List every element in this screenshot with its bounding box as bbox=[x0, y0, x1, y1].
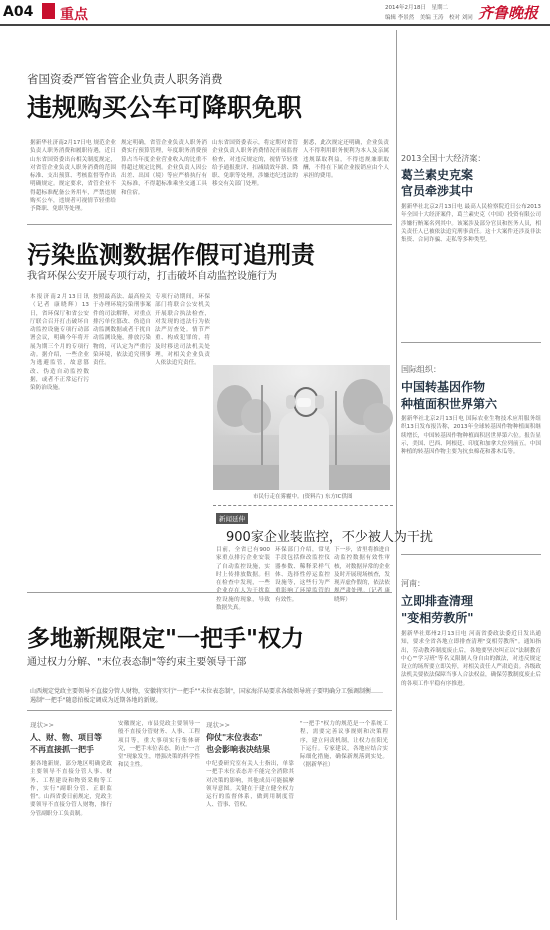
sidebar-rule bbox=[401, 554, 541, 555]
extension-column-2: 环保部门介绍，常见手段包括修改监控仪器参数、稀释采样气体、选择性停运监控设施等，这些行为严 有效性。 bbox=[275, 547, 330, 603]
extension-column-1: 目前，全省已有900家重点排污企业安装了自动监控设施，实时上传排放数据。但在检查中发现，一些 控设施的现象，导致数据失真。 bbox=[216, 547, 270, 612]
tree bbox=[241, 399, 271, 433]
newspaper-logo: 齐鲁晚报 bbox=[478, 4, 539, 22]
lead-column-1: 据新华社济南2月17日电 规范企业负责人职务消费和履职待遇，近日山东省国资委出台相关制度规定，对省管企业负责人职务消费的范围标准、支出预算、考核监督等作出明确规定。规定要求，省管企业不得超标准配备公务用车，严禁违规购买公车，违规者可视情节轻重给予降职、免职等处理。 bbox=[30, 140, 116, 213]
second-column-2: 按照最高法、最高检关于办理环境污染刑事案件的司法解释，对重点排污单位篡改、伪造自动监测数据或者干扰自动监测设施，排放污染物的，可认定为严重污染环境，依法追究刑事责任。 bbox=[93, 294, 151, 367]
extension-column-3: 下一步，省里将推进自动监控数据有效性审核，对数据异常的企业及时开展现场核查，发现弄虚作假的，依法依 晓辉） bbox=[334, 547, 390, 603]
lead-headline: 违规购买公车可降职免职 bbox=[27, 93, 303, 122]
sidebar3-kicker: 河南： bbox=[401, 579, 425, 588]
person-body bbox=[279, 411, 329, 490]
street-pole bbox=[261, 385, 263, 470]
section1-title-line2: 不再直接抓一把手 bbox=[30, 745, 94, 754]
sidebar2-headline-line2: 种植面积世界第六 bbox=[401, 397, 498, 411]
sidebar2-headline-line1: 中国转基因作物 bbox=[401, 380, 486, 394]
sidebar2-body: 据新华社北京2月13日电 国际农业生物技术应用服务组织13日发布报告称，2013年全球转基因作物种植面积继续增长，中国转基因作物种植面积居世界第六位。报告显示，美国、巴西、阿根廷、印度和加拿大位列前五。中国种植的转基因作物主要为抗虫棉花和番木瓜等。 bbox=[401, 416, 541, 456]
person-hand bbox=[286, 395, 295, 409]
masthead-rule bbox=[0, 24, 550, 26]
street-pole bbox=[335, 391, 337, 471]
second-subhead: 我省环保公安开展专项行动，打击破坏自动监控设施行为 bbox=[27, 271, 277, 282]
second-headline: 污染监测数据作假可追刑责 bbox=[27, 240, 315, 269]
sidebar3-headline-line1: 立即排查清理 bbox=[401, 594, 474, 608]
third-column-1: 据各地新规，部分地区明确党政主要领导不直接分管人事、财务、工程建设和物资采购等工作，实行"副职分管、正职监督"。山西省委日前规定，党政主要领导不直接分管人财物，推行分管副职分工负责制。 bbox=[30, 761, 112, 817]
sidebar1-headline-line2: 官员牵涉其中 bbox=[401, 184, 474, 198]
tree bbox=[363, 403, 393, 433]
third-column-4: "一把手"权力的规范是一个系统工程，需要完善议事规则和决策程序，建立问责机制，让权力在阳光下运行。专家建议，各地应结合实际细化措施，确保新规落到实处。（据新华社） bbox=[300, 721, 388, 769]
lead-bottom-rule bbox=[27, 224, 392, 225]
third-subhead: 通过权力分解、"末位表态制"等约束主要领导干部 bbox=[27, 657, 247, 668]
sidebar3-headline-line2: "变相劳教所" bbox=[401, 611, 474, 625]
lead-column-4: 据悉，此次规定还明确，企业负责人不得利用职务便利为本人及亲属违规谋取利益，不得违规兼职取酬，不得在下属企业报销应由个人承担的费用。 bbox=[303, 140, 389, 180]
third-lead-rule bbox=[27, 710, 392, 711]
page-number: A04 bbox=[3, 4, 34, 20]
section2-title-line2: 也会影响表决结果 bbox=[206, 745, 270, 754]
section1-title-line1: 人、财、物、项目等 bbox=[30, 733, 102, 742]
section2-title-line1: 仰仗"末位表态" bbox=[206, 733, 263, 742]
photo-caption: 市民行走在雾霾中。(资料片) 东方IC供图 bbox=[253, 494, 353, 500]
sidebar3-body: 据新华社郑州2月13日电 河南省委政法委近日发出通知，要求全省各地立即排查清理"变相劳教所"。通知指出，劳动教养制度废止后，各地要坚决纠正以"法制教育中心""学习班"等名义限制人身自由的做法，对违反规定设立的场所要立即关停，对相关责任人严肃追责。各级政法机关要依法保障当事人合法权益，确保劳教制度废止后的各项工作平稳有序推进。 bbox=[401, 631, 541, 687]
third-column-3: 中纪委研究室有关人士指出，单靠一把手末位表态并不能完全消除其对决策的影响，其他成员可能揣摩领导意图。关键在于建立健全权力运行的监督体系，做到用制度管人、管事、管权。 bbox=[206, 761, 294, 809]
section1-tag: 现状>> bbox=[30, 721, 54, 729]
extension-headline: 900家企业装监控，不少被人为干扰 bbox=[226, 530, 433, 545]
extension-tag: 新闻延伸 bbox=[216, 513, 248, 524]
third-column-2: 安徽规定，市县党政主要领导一般不直接分管财务、人事、工程项目等，重大事项实行集体研究，一把手末位表态，防止"一言堂"现象发生，增强决策的科学性和民主性。 bbox=[118, 721, 200, 769]
sidebar-divider bbox=[396, 30, 397, 920]
smog-photo bbox=[213, 365, 390, 490]
second-bottom-rule bbox=[27, 592, 392, 593]
lead-column-2: 规定明确，省管企业负责人职务消费实行预算管理，年度职务消费预算占当年度企业营业收入的比重不得超过规定比例。企业负责人因公出差、出国（境）等应严格执行有关标准，不得超标准乘坐交通工具和住宿。 bbox=[121, 140, 207, 196]
second-column-3: 专项行动期间，环保部门将联合公安机关开展联合执法检查，对发现的违法行为依法严厉查处。情节严重、构成犯罪的，将及时移送司法机关处理，对相关企业负责人依法追究责任。 bbox=[155, 294, 210, 367]
sidebar1-kicker: 2013全国十大经济案： bbox=[401, 154, 486, 163]
section-name: 重点 bbox=[60, 7, 88, 23]
section2-tag: 现状>> bbox=[206, 721, 230, 729]
staff-line: 编辑 李景然 美编 王涛 校对 刘同 bbox=[385, 15, 473, 21]
face-mask bbox=[297, 398, 311, 407]
lead-kicker: 省国资委严管省管企业负责人职务消费 bbox=[27, 72, 223, 86]
sidebar-rule bbox=[401, 342, 541, 343]
third-lead-in: 山西规定党政主要领导不直接分管人财物，安徽将实行"一把手""末位表态制"，国家海洋局要求各级领导班子要明确分工强调制衡……遏制"一把手"随意拍板定调成为近期各地的新规。 bbox=[30, 688, 384, 704]
date-line: 2014年2月18日 星期二 bbox=[385, 5, 448, 11]
second-column-1: 本报济南2月13日讯（记者 康晓辉）13日，省环保厅和省公安厅联合召开打击破坏自动监控设施专项行动部署会议，明确今年将开展为期三个月的专项行动。据介绍，一些企业为逃避监管，故意篡改、伪造自动监控数据，或者不正常运行污染防治设施。 bbox=[30, 294, 89, 392]
person-hand bbox=[315, 395, 324, 409]
lead-column-3: 山东省国资委表示，将定期对省管企业负责人职务消费情况开展监督检查，对违反规定的，视情节轻重给予通报批评、扣减绩效年薪、降职、免职等处理，涉嫌违纪违法的移交有关部门处理。 bbox=[212, 140, 298, 188]
sidebar1-body: 据新华社北京2月13日电 最高人民检察院近日公布2013年全国十大经济案件，葛兰素史克（中国）投资有限公司涉嫌行贿案名列其中。该案涉及部分官员和医务人员，相关责任人已被依法追究刑事责任。这十大案件还涉及非法集资、合同诈骗、走私等多种类型。 bbox=[401, 204, 541, 244]
third-headline: 多地新规限定"一把手"权力 bbox=[27, 625, 304, 652]
section-marker bbox=[42, 3, 55, 19]
sidebar1-headline-line1: 葛兰素史克案 bbox=[401, 168, 474, 182]
sidebar2-kicker: 国际组织： bbox=[401, 365, 441, 374]
